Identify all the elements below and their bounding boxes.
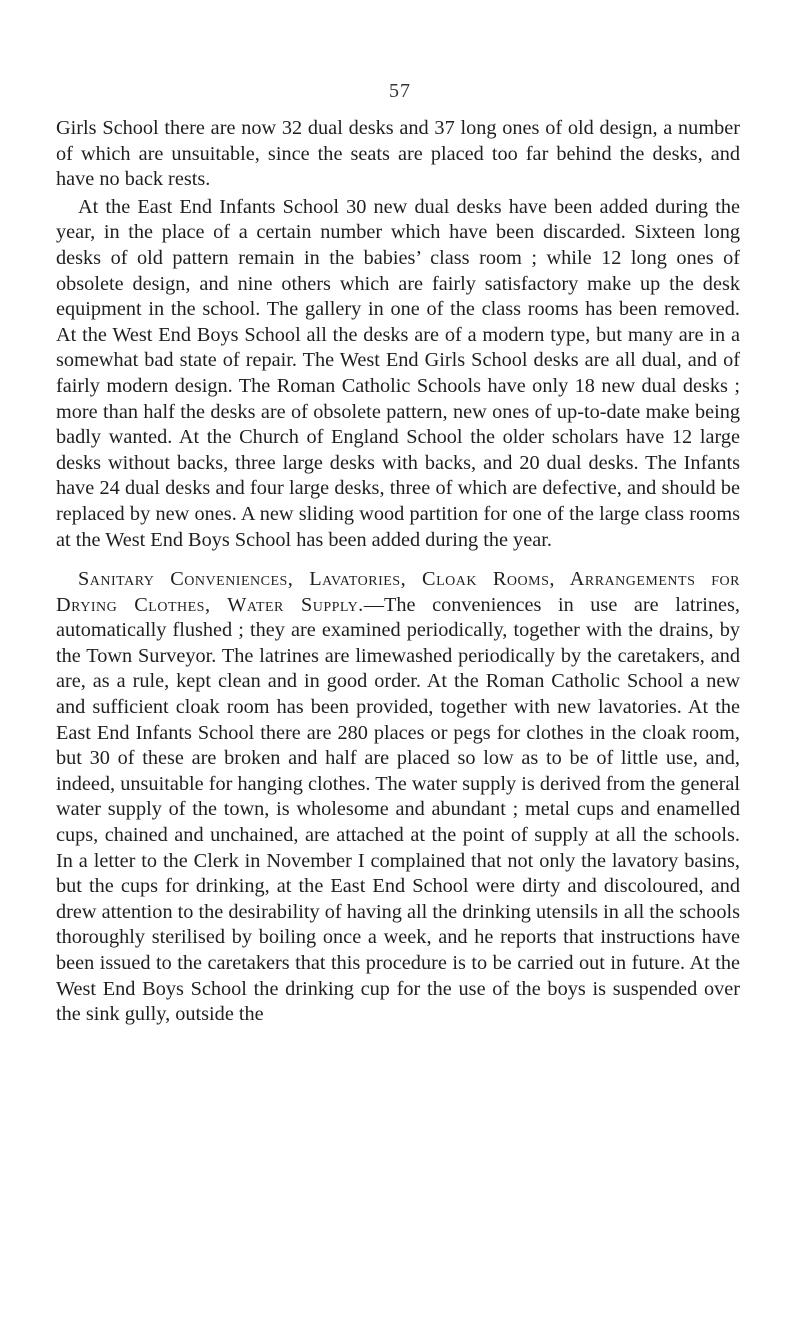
paragraph-girls-school-desks: Girls School there are now 32 dual desks and 37 long ones of old design, a number of which are unsuitable, since the seats are placed too far behind the desks, and have no back rests. bbox=[56, 117, 740, 191]
paragraph-sanitary-text: —The conveniences in use are latrines, automatically flushed ; they are examined periodically, together with the drains, by the Town Surveyor. The latrines are limewashed periodically by the caretakers, and are, as a rule, kept clean and in good order. At the Roman Catholic School a new and sufficient cloak room has been provided, together with new lavatories. At the East End Infants School there are 280 places or pegs for clothes in the cloak room, but 30 of these are broken and half are placed so low as to be of little use, and, indeed, unsuitable for hanging clothes. The water supply is derived from the general water supply of the town, is wholesome and abundant ; metal cups and enamelled cups, chained and unchained, are attached at the point of supply at all the schools. In a letter to the Clerk in November I complained that not only the lavatory basins, but the cups for drinking, at the East End School were dirty and discoloured, and drew attention to the desirability of having all the drinking utensils in all the schools thoroughly sterilised by boiling once a week, and he reports that instructions have been issued to the caretakers that this procedure is to be carried out in future. At the West End Boys School the drinking cup for the use of the boys is suspended over the sink gully, outside the bbox=[56, 593, 740, 1026]
paragraph-spacer bbox=[56, 553, 740, 567]
paragraph-sanitary-conveniences bbox=[56, 567, 740, 1028]
page-number: 57 bbox=[389, 80, 411, 102]
page-body bbox=[56, 116, 740, 1028]
paragraph-east-end-infants-desks: At the East End Infants School 30 new dual desks have been added during the year, in the place of a certain number which have been discarded. Sixteen long desks of old pattern remain in the babies’ class room ; while 12 long ones of obsolete design, and nine others which are fairly satisfactory make up the desk equipment in the school. The gallery in one of the class rooms has been removed. At the West End Boys School all the desks are of a modern type, but many are in a somewhat bad state of repair. The West End Girls School desks are all dual, and of fairly modern design. The Roman Catholic Schools have only 18 new dual desks ; more than half the desks are of obsolete pattern, new ones of up-to-date make being badly wanted. At the Church of England School the older scholars have 12 large desks without backs, three large desks with backs, and 20 dual desks. The Infants have 24 dual desks and four large desks, three of which are defective, and should be replaced by new ones. A new sliding wood partition for one of the large class rooms at the West End Boys School has been added during the year. bbox=[56, 195, 740, 551]
section-heading: Sanitary Conveniences, Lavatories, Cloak Rooms, Arrangements for Drying Clothes, Water Supply. bbox=[56, 568, 740, 616]
